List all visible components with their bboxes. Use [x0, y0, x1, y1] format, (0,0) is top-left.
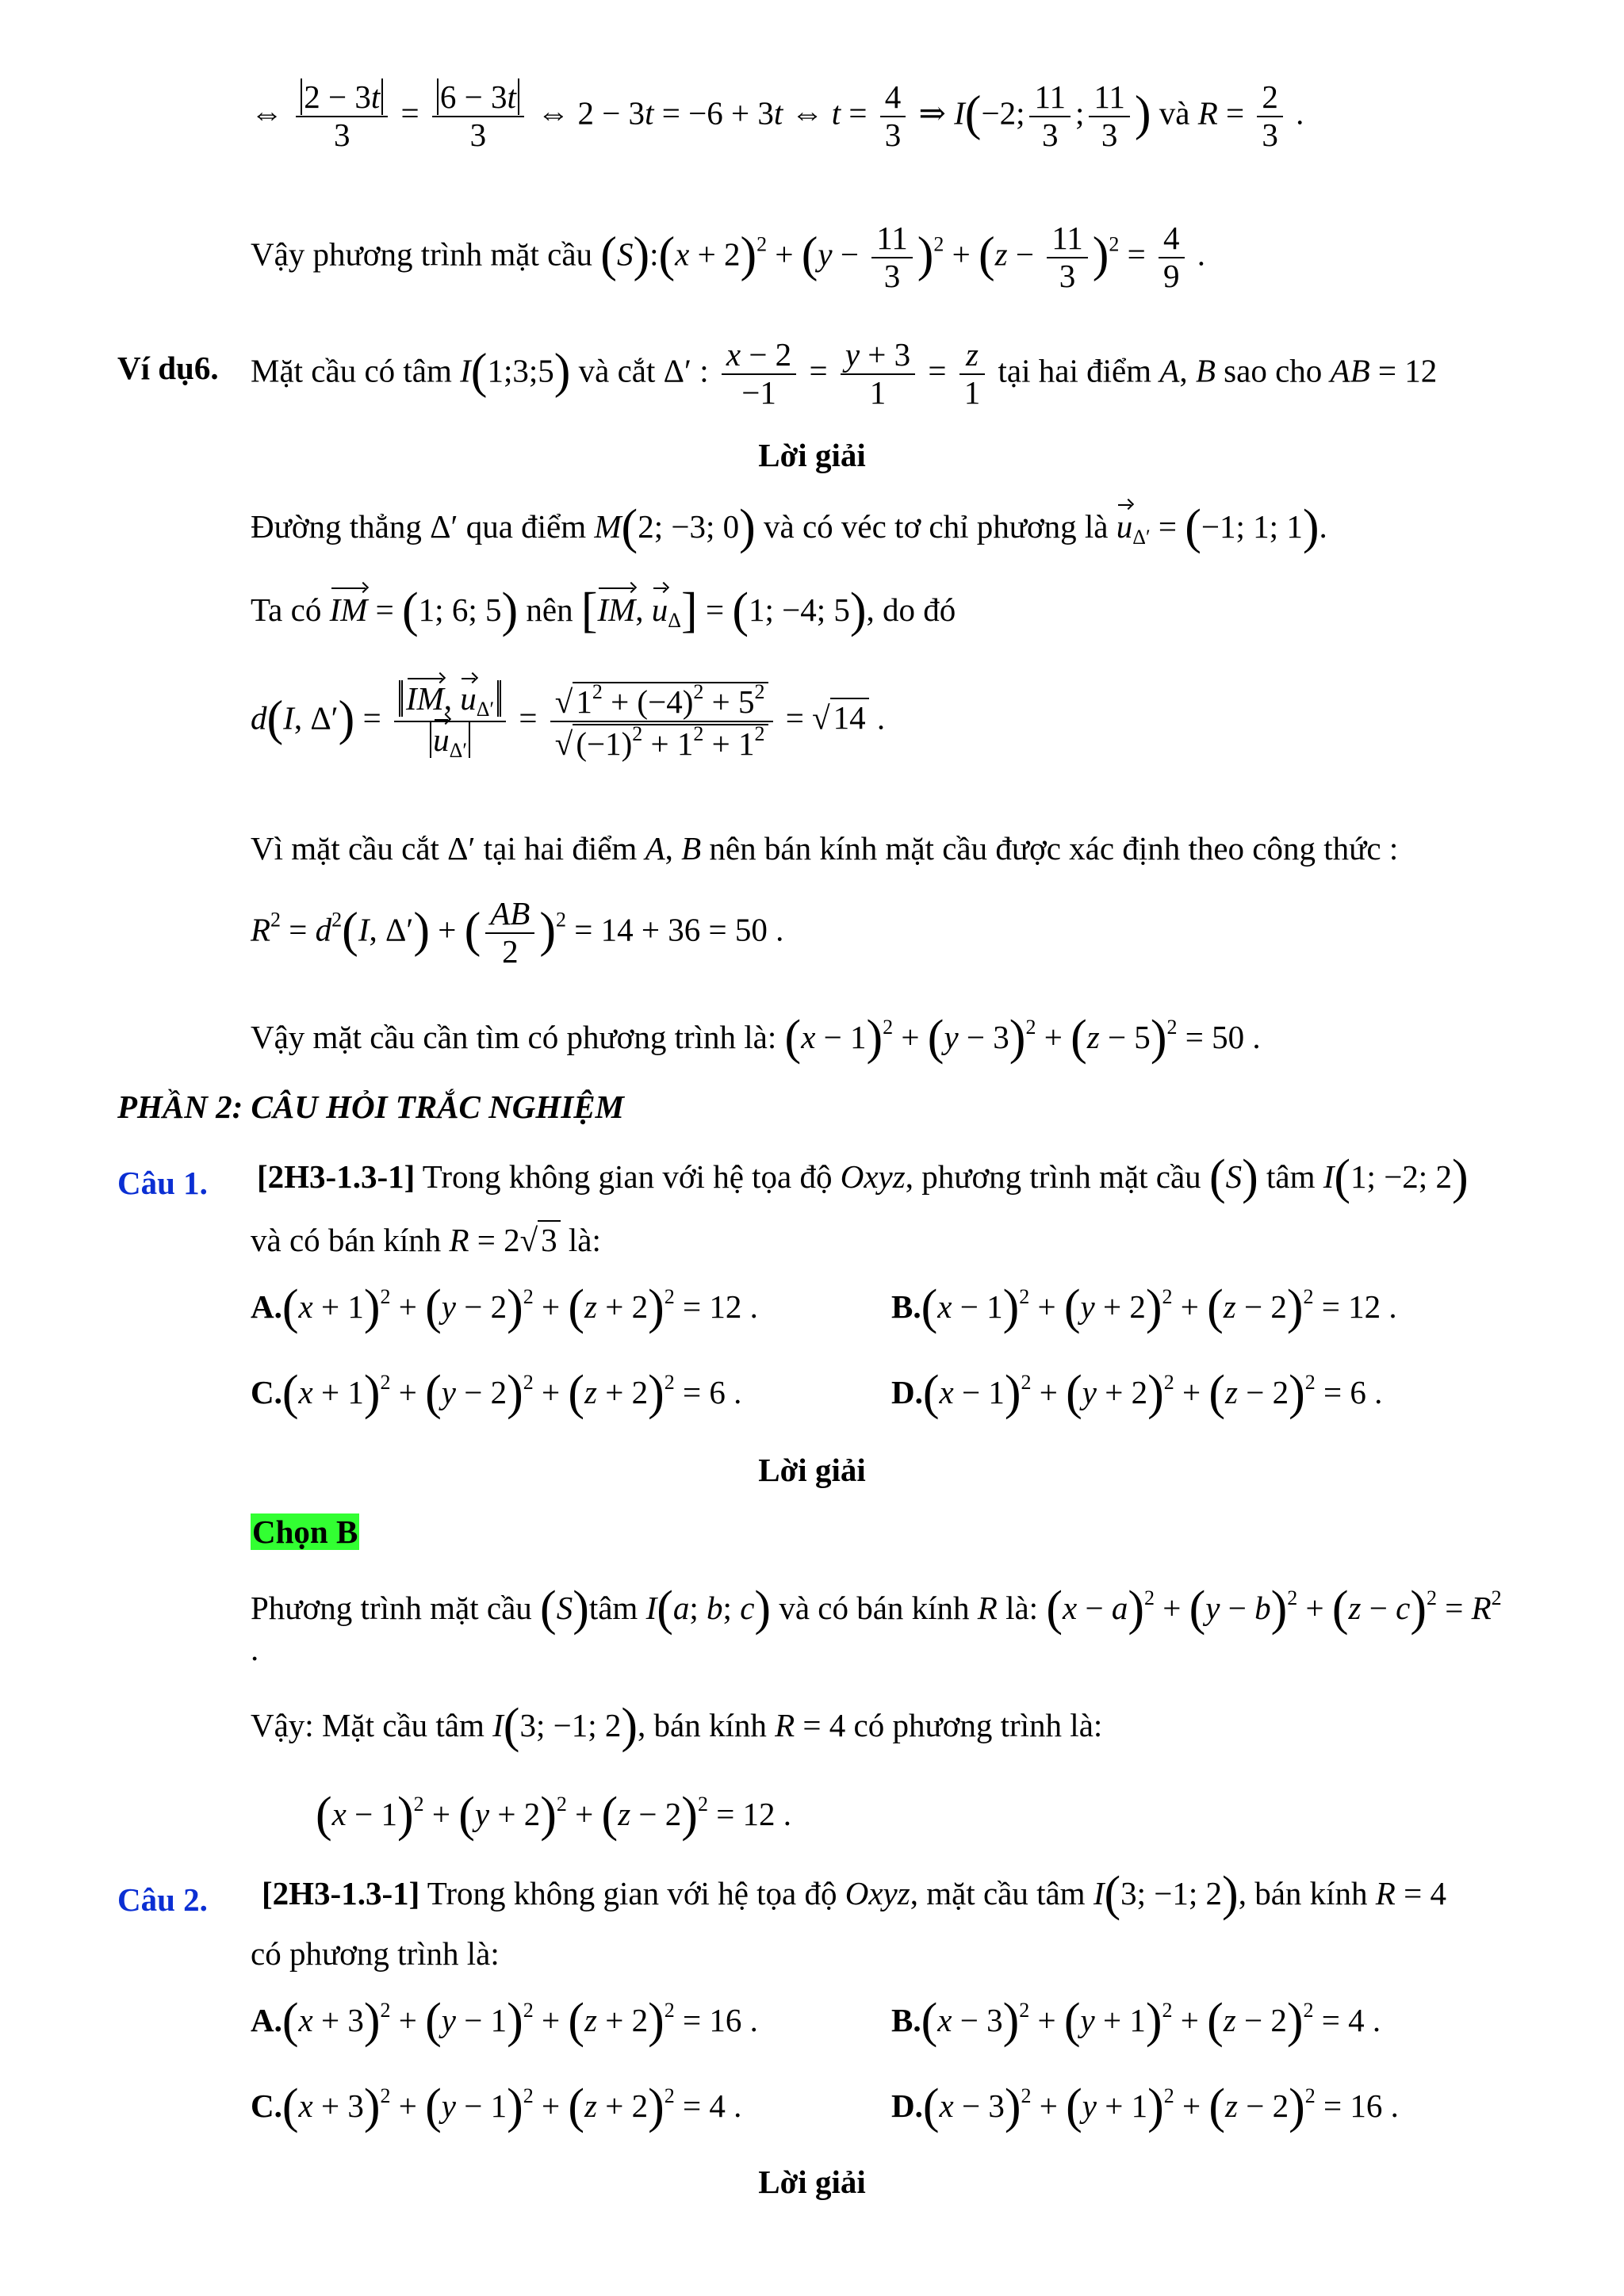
q1-answer-badge: Chọn B: [252, 1513, 358, 1550]
nen-text: nên: [526, 591, 573, 628]
because-tail-text: tại hai điểm: [483, 830, 638, 867]
line-point-text: qua điểm: [465, 508, 587, 545]
q2-option-c[interactable]: $C.(x + 3)^2 + (y - 1)^2 + (z + 2)^2 = 4$ .: [251, 2080, 742, 2133]
because-tail2-text: nên bán kính mặt cầu được xác định theo công thức :: [709, 830, 1399, 867]
line-dir-text: và có véc tơ chỉ phương là: [764, 508, 1109, 545]
q1-text: Trong không gian với hệ tọa độ: [422, 1158, 833, 1195]
q1-statement-2: và có bán kính R = 2√3 là:: [251, 1222, 601, 1258]
example6-tail: tại hai điểm: [998, 352, 1152, 389]
line-direction: Đường thẳng Δ′ qua điểm M(2; −3; 0) và có véc tơ chỉ phương là $u_{\Delta'} = (-1$; 1; 1).: [251, 500, 1327, 554]
q1-label: Câu 1.: [117, 1165, 208, 1201]
q1-option-b[interactable]: $B.(x - 1)^2 + (y + 2)^2 + (z - 2)^2 = 12$ .: [891, 1280, 1397, 1334]
q1-solution-line1: Phương trình mặt cầu (S)tâm I(a; b; c) và có bán kính R là: $(x - a)^2 + (y - b)^2 + (z - c)^2 = R^2$: [251, 1582, 1502, 1636]
line-through-text: Đường thẳng: [251, 508, 422, 545]
q1-text4: và có bán kính: [251, 1222, 442, 1258]
q2-option-a[interactable]: $A.(x + 3)^2 + (y - 1)^2 + (z + 2)^2 = 16$ .: [251, 1994, 758, 2048]
q1-sol-text2: Vậy: Mặt cầu tâm: [251, 1707, 485, 1743]
example6-statement: Mặt cầu có tâm I(1;3;5) và cắt Δ′ : $\frac{x - 2}{-1}$ = $\frac{y + 3}{1}$ = $\frac{z}{1}$ tại hai điểm A, B sao cho AB = 12: [251, 336, 1438, 411]
q1-text2: , phương trình mặt cầu: [905, 1158, 1201, 1195]
q1-option-c[interactable]: $C.(x + 1)^2 + (y - 2)^2 + (z + 2)^2 = 6$ .: [251, 1366, 742, 1420]
example6-cond: sao cho: [1224, 352, 1323, 389]
and-word: và: [1159, 94, 1190, 132]
q1-text5: là:: [568, 1222, 601, 1258]
q2-statement-2: có phương trình là:: [251, 1935, 500, 1972]
q2-label: Câu 2.: [117, 1881, 208, 1918]
do-do-text: , do đó: [866, 591, 956, 628]
q1-sol-la: là:: [1005, 1590, 1039, 1626]
q2-option-b[interactable]: $B.(x - 3)^2 + (y + 1)^2 + (z - 2)^2 = 4$ .: [891, 1994, 1381, 2048]
q1-solution-line2: Vậy: Mặt cầu tâm I(3; −1; 2), bán kính R = 4 có phương trình là:: [251, 1699, 1103, 1753]
section-2-heading: PHẦN 2: CÂU HỎI TRẮC NGHIỆM: [117, 1089, 625, 1125]
conclusion-text: Vậy phương trình mặt cầu: [251, 235, 593, 273]
q2-option-d[interactable]: $D.(x - 3)^2 + (y + 1)^2 + (z - 2)^2 = 16$ .: [891, 2080, 1399, 2133]
example6-cut: và cắt: [578, 352, 656, 389]
q1-answer-wrap: [251, 1513, 359, 1552]
radius-formula: $R^2 = d^2(I$, Δ′) + ( $\frac{AB}{2}$ )$^2$ = 14 + 36 = 50 .: [251, 895, 784, 970]
example6-label: Ví dụ6.: [117, 350, 219, 386]
q1-statement: [2H3-1.3-1] Trong không gian với hệ tọa độ Oxyz, phương trình mặt cầu (S) tâm I(1; −2; 2): [257, 1150, 1469, 1204]
result-intro-text: Vậy mặt cầu cần tìm có phương trình là:: [251, 1019, 777, 1055]
distance-formula: d(I, Δ′) = $\frac{IM, u_{\Delta'}}{u_{\Delta'}}$ = $\frac{√1^2 + (-4)^2 + 5^2}{√(-1)^2 + 1^2 + 1^2}$ = √14 .: [251, 679, 886, 762]
sphere-equation-prev: Vậy phương trình mặt cầu (S):(x + 2)$^2$ + (y − $\frac{11}{3}$ )$^2$ + (z − $\frac{11}{3}$ )$^2$ = $\frac{4}{9}$ .: [251, 220, 1206, 294]
q2-text3: , bán kính: [1238, 1875, 1368, 1911]
solution-title-1: Lời giải: [758, 437, 866, 473]
q1-solution-equation: $(x - 1)^2 + (y + 2)^2 + (z - 2)^2 = 12$ .: [316, 1788, 792, 1842]
q2-text: Trong không gian với hệ tọa độ: [427, 1875, 837, 1911]
ta-co-text: Ta có: [251, 591, 322, 628]
q1-sol-radius: và có bán kính: [779, 1590, 970, 1626]
q2-text2: , mặt cầu tâm: [910, 1875, 1086, 1911]
q1-sol-text2b: , bán kính: [638, 1707, 767, 1743]
equation-continuation: ⇔ $\frac{2 - 3t}{3}$ = $\frac{6 - 3t}{3}$ ⇔ 2 − 3t = −6 + 3t ⇔ t = $\frac{4}{3}$ ⇒ I(−2; $\frac{11}{3}$ ; $\frac{11}{3}$ ) và R = $\frac{2}{3}$ .: [251, 78, 1304, 153]
cross-product-line: Ta có IM = (1; 6; 5) nên [IM, $u_\Delta] = (1$; −4; 5), do đó: [251, 584, 956, 637]
q1-option-a[interactable]: $A.(x + 1)^2 + (y - 2)^2 + (z + 2)^2 = 12$ .: [251, 1280, 758, 1334]
result-equation: Vậy mặt cầu cần tìm có phương trình là: $(x - 1)^2 + (y - 3)^2 + (z - 5)^2 = 50$ .: [251, 1011, 1261, 1065]
q1-sol-text1: Phương trình mặt cầu: [251, 1590, 532, 1626]
solution-title-3: Lời giải: [758, 2164, 866, 2200]
q1-option-d[interactable]: $D.(x - 1)^2 + (y + 2)^2 + (z - 2)^2 = 6$ .: [891, 1366, 1383, 1420]
q2-statement: [2H3-1.3-1] Trong không gian với hệ tọa độ Oxyz, mặt cầu tâm I(3; −1; 2), bán kính R = 4: [262, 1867, 1446, 1921]
example6-text: Mặt cầu có tâm: [251, 352, 452, 389]
solution-title-2: Lời giải: [758, 1452, 866, 1488]
because-line: Vì mặt cầu cắt Δ′ tại hai điểm A, B nên bán kính mặt cầu được xác định theo công thức :: [251, 830, 1399, 867]
q1-text3: tâm: [1266, 1158, 1316, 1195]
q1-solution-dot: .: [251, 1631, 259, 1667]
q2-code: [2H3-1.3-1]: [262, 1875, 420, 1911]
q1-sol-tam: tâm: [588, 1590, 638, 1626]
because-text: Vì mặt cầu cắt: [251, 830, 439, 867]
q1-code: [2H3-1.3-1]: [257, 1158, 416, 1195]
q1-sol-text2c: có phương trình là:: [853, 1707, 1103, 1743]
